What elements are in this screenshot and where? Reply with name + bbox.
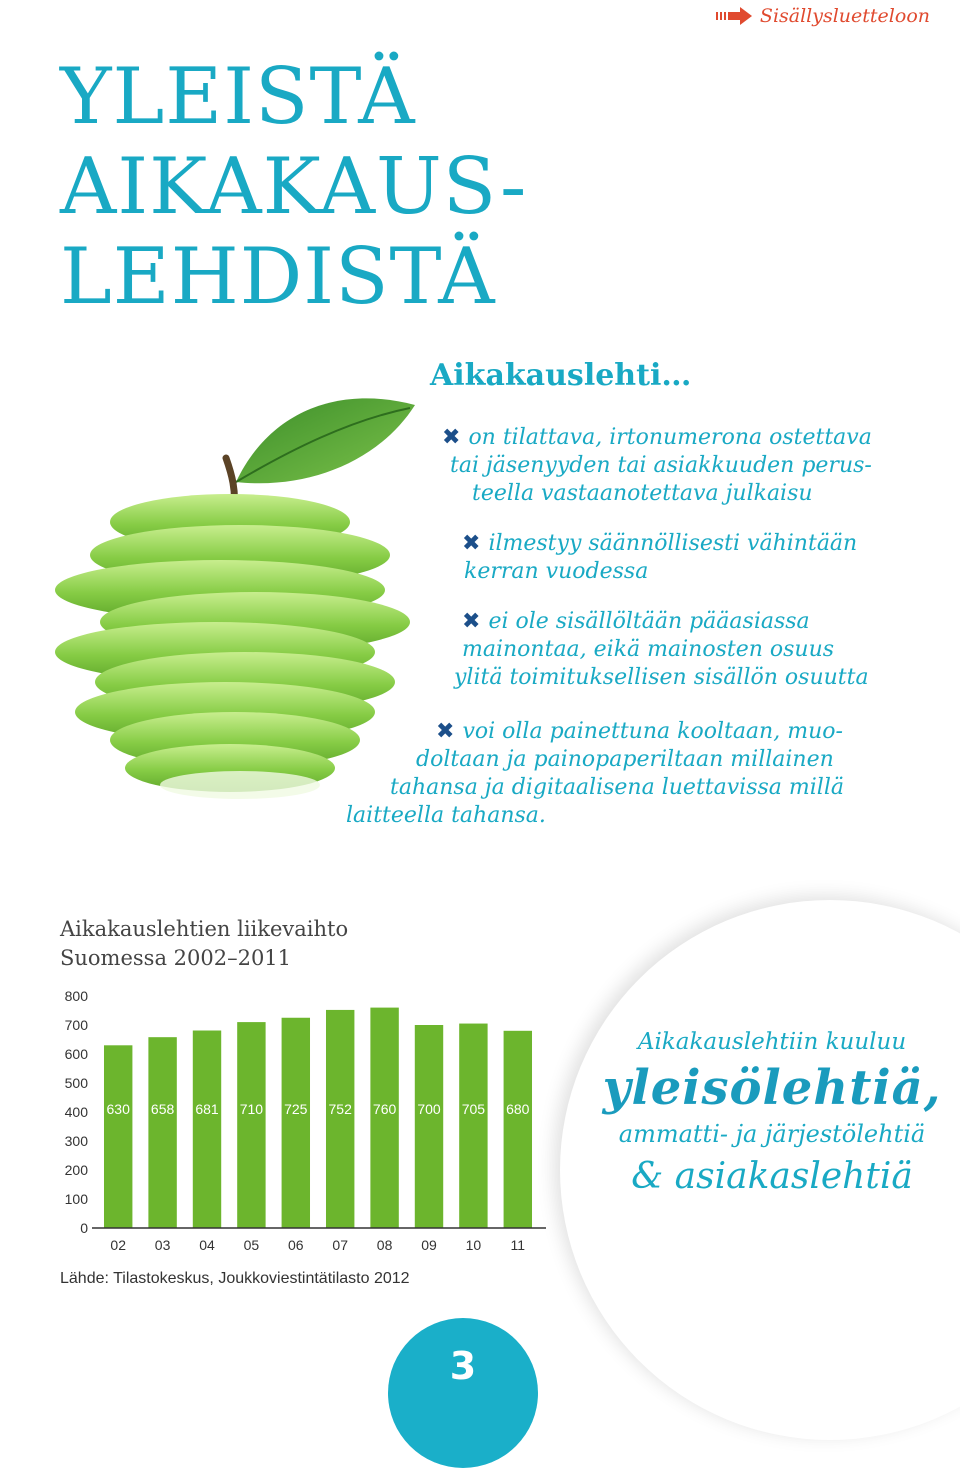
definition-text: voi olla painettuna kooltaan, muo- [462, 719, 843, 744]
x-tick-label: 09 [421, 1237, 437, 1253]
definition-line: teella vastaanotettava julkaisu [472, 481, 813, 506]
cross-bullet-icon: ✖ [436, 719, 455, 744]
x-tick-label: 07 [332, 1237, 348, 1253]
definition-item [454, 608, 869, 692]
definition-text: on tilattava, irtonumerona ostettava [468, 425, 872, 450]
bar-value-label: 681 [195, 1101, 219, 1117]
x-tick-label: 02 [110, 1237, 126, 1253]
definition-line: ylitä toimituksellisen sisällön osuutta [454, 665, 869, 690]
definition-line: laitteella tahansa. [346, 803, 546, 828]
bar-value-label: 710 [239, 1101, 264, 1117]
bar [459, 1024, 487, 1228]
toc-link-label: Sisällysluetteloon [759, 5, 930, 27]
magazine-types-intro: Aikakauslehtiin kuuluu [637, 1029, 907, 1055]
title-line: YLEISTÄ [60, 52, 416, 142]
definition-line [436, 718, 844, 746]
x-tick-label: 11 [510, 1237, 526, 1253]
cross-bullet-icon: ✖ [462, 609, 481, 634]
definition-item [346, 718, 844, 830]
chart-title-line: Aikakauslehtien liikevaihto [60, 917, 349, 941]
bar-value-label: 680 [506, 1101, 530, 1117]
x-tick-label: 06 [288, 1237, 304, 1253]
definition-line [462, 530, 857, 558]
bar [415, 1025, 443, 1228]
bar [237, 1022, 265, 1228]
cross-bullet-icon: ✖ [462, 531, 481, 556]
bar-value-label: 725 [284, 1101, 308, 1117]
magazine-types [596, 1025, 948, 1203]
y-tick-label: 0 [80, 1220, 88, 1236]
y-tick-label: 700 [64, 1017, 88, 1033]
bar [282, 1018, 310, 1228]
chart-title-line: Suomessa 2002–2011 [60, 946, 292, 970]
page-number-badge [388, 1318, 538, 1468]
definition-line: tai jäsenyyden tai asiakkuuden perus- [450, 453, 872, 478]
y-tick-label: 200 [64, 1162, 88, 1178]
x-tick-label: 03 [154, 1237, 171, 1253]
definition-text: ei ole sisällöltään pääasiassa [488, 609, 810, 634]
bar [504, 1031, 532, 1228]
y-tick-label: 600 [64, 1046, 88, 1062]
magazine-types-professional: ammatti- ja järjestölehtiä [618, 1120, 926, 1148]
bar [370, 1008, 398, 1228]
x-tick-label: 05 [243, 1237, 260, 1253]
definition-line: mainontaa, eikä mainosten osuus [462, 637, 835, 662]
x-tick-label: 10 [465, 1237, 482, 1253]
chart-title [60, 915, 348, 973]
magazine-types-general: yleisölehtiä, [602, 1060, 942, 1116]
definition-text: ilmestyy säännöllisesti vähintään [488, 531, 858, 556]
title-line: AIKAKAUS- [60, 142, 528, 232]
revenue-bar-chart [40, 980, 560, 1270]
y-tick-label: 400 [64, 1104, 88, 1120]
bar-value-label: 700 [417, 1101, 441, 1117]
y-tick-label: 500 [64, 1075, 88, 1091]
y-tick-label: 100 [64, 1191, 88, 1207]
magazine-types-customer: & asiakaslehtiä [631, 1156, 913, 1197]
bar [104, 1045, 132, 1228]
bar-value-label: 705 [461, 1101, 486, 1117]
definition-line: tahansa ja digitaalisena luettavissa millä [390, 775, 844, 800]
definition-item [462, 530, 857, 586]
definition-line: doltaan ja painopaperiltaan millainen [416, 747, 834, 772]
bar [326, 1010, 354, 1228]
cross-bullet-icon: ✖ [442, 425, 461, 450]
definition-line [462, 608, 869, 636]
y-tick-label: 300 [64, 1133, 88, 1149]
bar-value-label: 752 [328, 1101, 352, 1117]
page-number: 3 [449, 1344, 477, 1388]
bar-value-label: 658 [150, 1101, 175, 1117]
x-tick-label: 04 [199, 1237, 215, 1253]
definition-line: kerran vuodessa [464, 559, 649, 584]
definition-item [442, 424, 872, 508]
bar-value-label: 630 [106, 1101, 130, 1117]
bar [193, 1031, 221, 1228]
y-tick-label: 800 [64, 988, 88, 1004]
x-tick-label: 08 [376, 1237, 393, 1253]
title-line: LEHDISTÄ [60, 232, 496, 322]
bar-value-label: 760 [372, 1101, 397, 1117]
definition-line [442, 424, 872, 452]
bar [148, 1037, 176, 1228]
chart-source: Lähde: Tilastokeskus, Joukkoviestintätilasto 2012 [60, 1270, 410, 1287]
definition-heading: Aikakauslehti… [430, 358, 692, 393]
